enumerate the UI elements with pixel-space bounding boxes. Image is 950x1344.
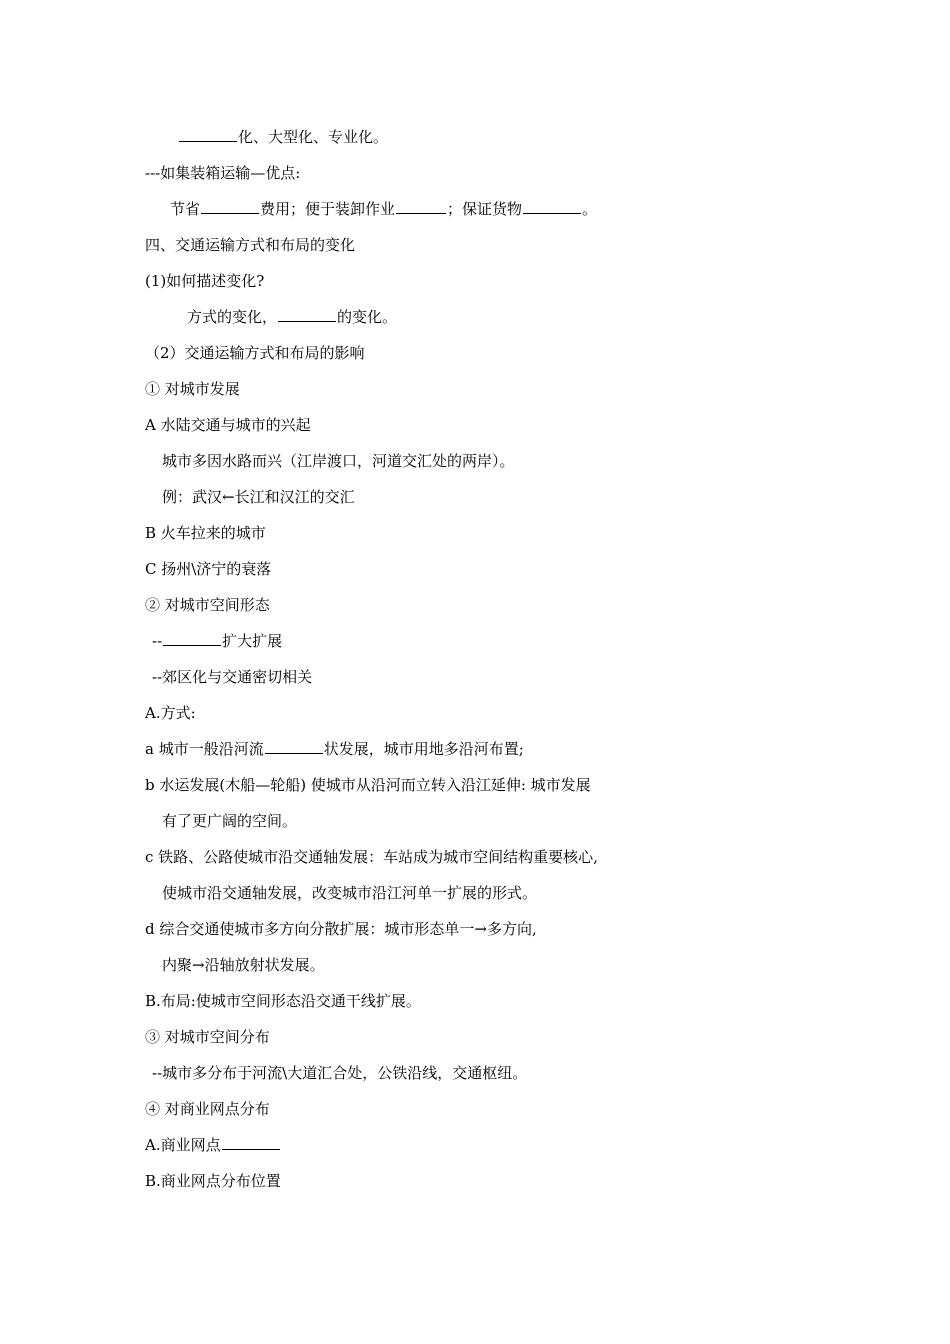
fill-blank[interactable] [201, 199, 259, 214]
item-d-integrated: d 综合交通使城市多方向分散扩展：城市形态单一→多方向, [145, 920, 537, 938]
item-commercial-network: ④ 对商业网点分布 [145, 1100, 270, 1118]
line-city-distribution: --城市多分布于河流\大道汇合处，公铁沿线，交通枢纽。 [152, 1064, 528, 1082]
fill-blank[interactable] [396, 199, 446, 214]
item-b-layout: B.布局:使城市空间形态沿交通干线扩展。 [145, 992, 421, 1010]
line-cities-by-water: 城市多因水路而兴（江岸渡口，河道交汇处的两岸）。 [162, 452, 515, 470]
line-wider-space: 有了更广阔的空间。 [162, 812, 298, 830]
fill-blank[interactable] [222, 1135, 280, 1150]
fill-blank[interactable] [179, 127, 237, 142]
question-describe-change: (1)如何描述变化? [145, 272, 265, 290]
item-a-along-river: a 城市一般沿河流 状发展，城市用地多沿河布置; [145, 740, 524, 758]
subheading-impact: （2）交通运输方式和布局的影响 [145, 344, 365, 362]
item-a-water-land: A 水陆交通与城市的兴起 [145, 416, 311, 434]
line-radial-development: 内聚→沿轴放射状发展。 [162, 956, 325, 974]
fill-blank[interactable] [265, 739, 323, 754]
line-suburbanization: --郊区化与交通密切相关 [152, 668, 313, 686]
item-spatial-form: ② 对城市空间形态 [145, 596, 270, 614]
line-container-benefits: 节省 费用；便于装卸作业 ；保证货物 。 [170, 200, 598, 218]
line-expansion: -- 扩大扩展 [152, 632, 283, 650]
line-container-advantages: ---如集装箱运输—优点: [145, 164, 301, 182]
item-b-commercial-location: B.商业网点分布位置 [145, 1172, 281, 1190]
item-a-mode: A.方式: [145, 704, 196, 722]
item-b-railway-cities: B 火车拉来的城市 [145, 524, 266, 542]
fill-blank[interactable] [278, 307, 336, 322]
item-c-rail-road: c 铁路、公路使城市沿交通轴发展：车站成为城市空间结构重要核心, [145, 848, 598, 866]
fill-blank[interactable] [163, 631, 221, 646]
item-city-development: ① 对城市发展 [145, 380, 240, 398]
section-heading-four: 四、交通运输方式和布局的变化 [145, 236, 356, 254]
item-b-water-transport: b 水运发展(木船—轮船) 使城市从沿河而立转入沿江延伸: 城市发展 [145, 776, 591, 794]
line-transport-trends: 化、大型化、专业化。 [178, 127, 388, 147]
fill-blank[interactable] [523, 199, 581, 214]
item-a-commercial-points: A.商业网点 [145, 1135, 281, 1155]
item-c-decline: C 扬州\济宁的衰落 [145, 560, 272, 578]
line-axis-development: 使城市沿交通轴发展，改变城市沿江河单一扩展的形式。 [162, 884, 538, 902]
line-change-aspects: 方式的变化， 的变化。 [187, 308, 398, 326]
item-spatial-distribution: ③ 对城市空间分布 [145, 1028, 270, 1046]
line-example-wuhan: 例：武汉←长江和汉江的交汇 [162, 488, 355, 506]
